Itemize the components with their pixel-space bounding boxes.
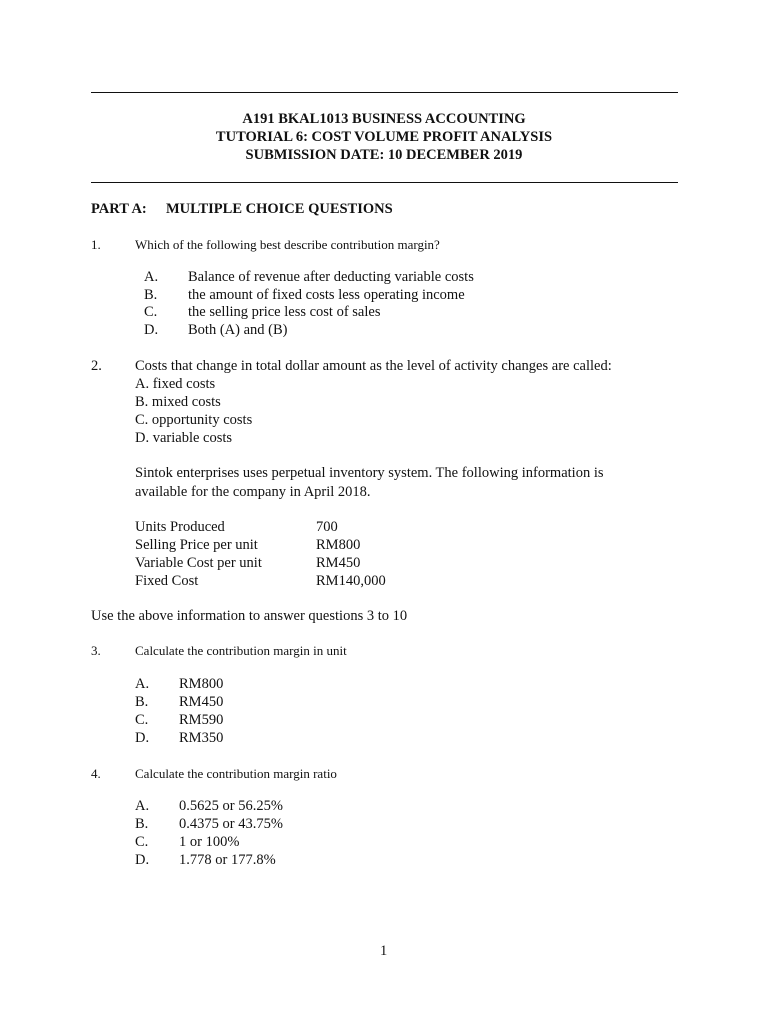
option-letter: A. (135, 676, 150, 692)
submission-date: SUBMISSION DATE: 10 DECEMBER 2019 (245, 147, 523, 163)
row-label: Selling Price per unit (135, 537, 258, 553)
option-letter: B. (135, 816, 149, 832)
option-letter: C. (144, 304, 158, 320)
top-rule (91, 92, 678, 93)
option-text: RM590 (179, 712, 224, 728)
row-label: Fixed Cost (135, 573, 199, 589)
row-label: Variable Cost per unit (135, 555, 262, 571)
part-a-label: PART A: (91, 201, 147, 217)
q1-number: 1. (91, 237, 101, 252)
row-value: RM140,000 (316, 573, 386, 589)
option-letter: C. (135, 712, 149, 728)
option-text: RM450 (179, 694, 224, 710)
q4-number: 4. (91, 766, 101, 781)
option-letter: B. (144, 287, 158, 303)
option-text: 0.5625 or 56.25% (179, 798, 283, 814)
q2-number: 2. (91, 358, 102, 374)
option-text: 1.778 or 177.8% (179, 852, 276, 868)
tutorial-title: TUTORIAL 6: COST VOLUME PROFIT ANALYSIS (215, 129, 553, 145)
q4-text: Calculate the contribution margin ratio (135, 766, 337, 781)
course-title: A191 BKAL1013 BUSINESS ACCOUNTING (242, 111, 526, 127)
row-label: Units Produced (135, 519, 225, 535)
option-text: 1 or 100% (179, 834, 240, 850)
q2-text: Costs that change in total dollar amount as the level of activity changes are called: (135, 358, 612, 374)
case-description-line1: Sintok enterprises uses perpetual inventory system. The following information is (135, 465, 604, 481)
option-text: the selling price less cost of sales (188, 304, 381, 320)
part-a-title: MULTIPLE CHOICE QUESTIONS (166, 201, 393, 217)
option-text: the amount of fixed costs less operating income (188, 287, 465, 303)
case-instruction: Use the above information to answer questions 3 to 10 (91, 608, 408, 624)
document-header (0, 110, 768, 164)
q2-option-b: B. mixed costs (135, 394, 221, 410)
option-text: 0.4375 or 43.75% (179, 816, 283, 832)
q2-option-a: A. fixed costs (135, 376, 216, 392)
option-text: RM800 (179, 676, 224, 692)
option-text: Both (A) and (B) (188, 322, 288, 338)
option-letter: A. (135, 798, 150, 814)
row-value: RM450 (316, 555, 361, 571)
option-text: Balance of revenue after deducting variable costs (188, 269, 474, 285)
q2-option-c: C. opportunity costs (135, 412, 253, 428)
option-letter: D. (135, 852, 150, 868)
option-letter: D. (144, 322, 159, 338)
case-description-line2: available for the company in April 2018. (135, 484, 371, 500)
option-text: RM350 (179, 730, 224, 746)
q3-text: Calculate the contribution margin in unit (135, 643, 347, 658)
q1-text: Which of the following best describe contribution margin? (135, 237, 440, 252)
page-number: 1 (380, 943, 388, 959)
option-letter: D. (135, 730, 150, 746)
row-value: 700 (316, 519, 338, 535)
bottom-rule (91, 182, 678, 183)
option-letter: B. (135, 694, 149, 710)
option-letter: C. (135, 834, 149, 850)
q2-option-d: D. variable costs (135, 430, 233, 446)
row-value: RM800 (316, 537, 361, 553)
option-letter: A. (144, 269, 159, 285)
q3-number: 3. (91, 643, 101, 658)
